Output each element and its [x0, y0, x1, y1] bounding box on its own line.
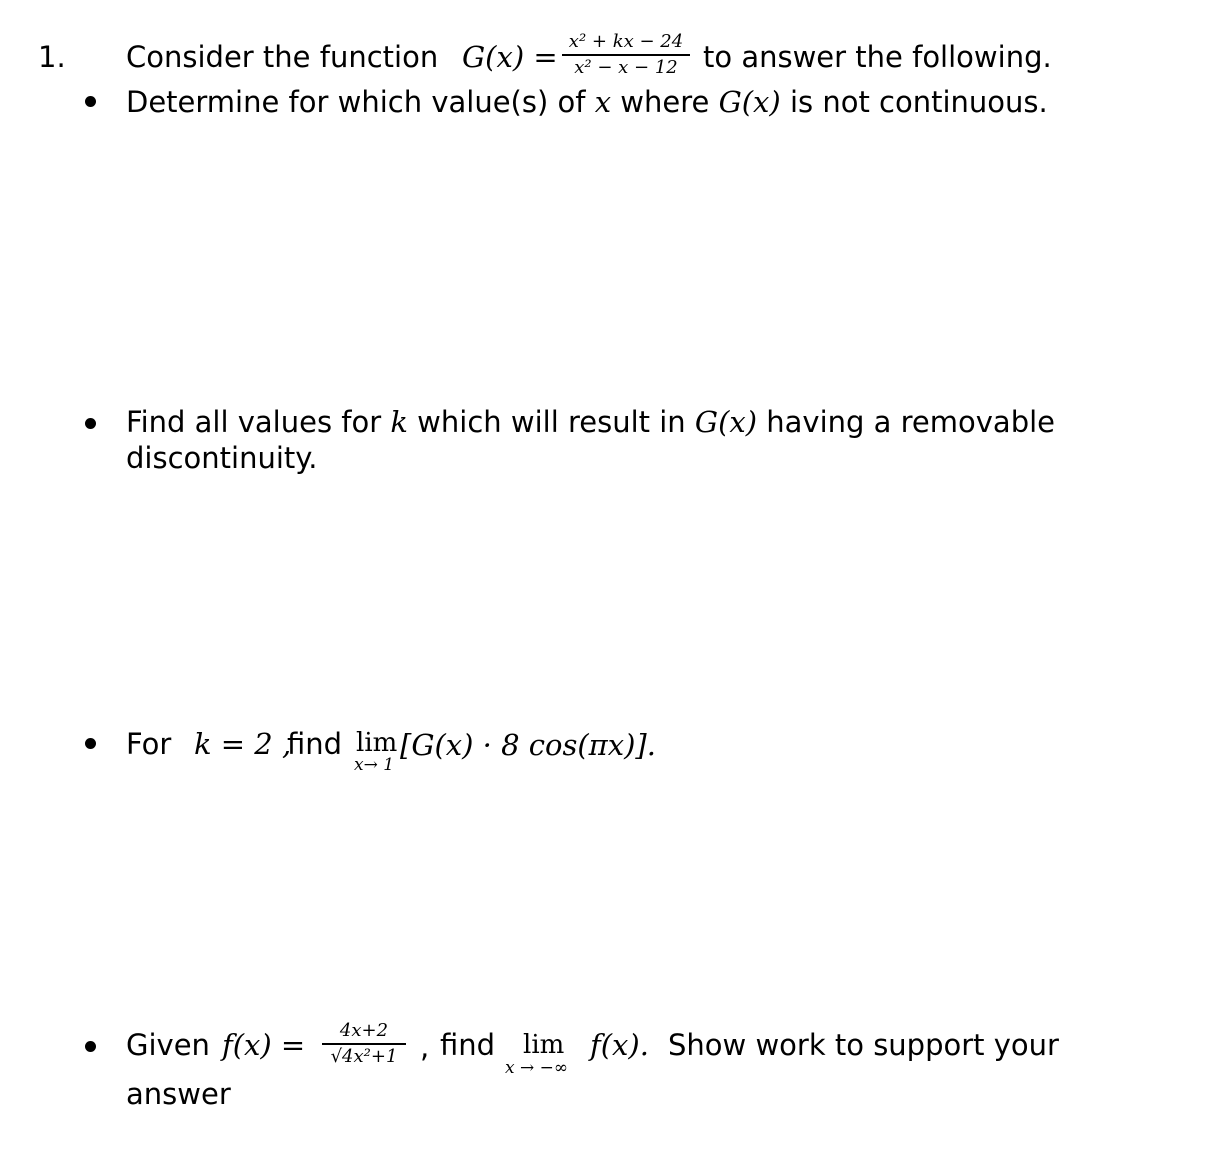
- bullet-4: [85, 1041, 96, 1052]
- part-1-text: Determine for which value(s) of x where G(x) is not continuous.: [126, 85, 1048, 119]
- bullet-3: [85, 738, 96, 749]
- f-numerator: 4x+2: [339, 1020, 389, 1041]
- lim-operator-2: lim: [523, 1030, 565, 1060]
- question-number: 1.: [38, 40, 66, 74]
- g-denominator: x² − x − 12: [574, 56, 678, 78]
- part-3-find: find: [287, 727, 343, 761]
- lim-subscript-2: x → −∞: [505, 1058, 569, 1078]
- lim-subscript: x→ 1: [354, 755, 395, 775]
- fraction-bar: [562, 54, 690, 56]
- g-function-label: G(x) =: [462, 40, 558, 74]
- var-k: k: [390, 405, 408, 439]
- g-function: G(x): [694, 405, 758, 439]
- var-x: x: [594, 85, 612, 119]
- part-4-given: Given: [126, 1028, 210, 1062]
- part-4-comma: ,: [420, 1030, 430, 1064]
- part-4-text-after: Show work to support your: [668, 1028, 1059, 1062]
- g-numerator: x² + kx − 24: [568, 31, 684, 52]
- g-fraction: [562, 31, 690, 79]
- f-fraction: [322, 1020, 406, 1068]
- part-4-line-2: answer: [126, 1077, 231, 1111]
- part-2-line-1: Find all values for k which will result in G(x) having a removable: [126, 405, 1056, 439]
- f-function-label: f(x) =: [222, 1028, 306, 1062]
- part-4-find: find: [440, 1028, 496, 1062]
- part-2-line-2: discontinuity.: [126, 441, 318, 475]
- lim-operator: lim: [356, 728, 398, 758]
- limit-expression: [G(x) · 8 cos(πx)].: [400, 728, 656, 762]
- intro-text-end: to answer the following.: [703, 40, 1052, 74]
- g-function: G(x): [718, 85, 781, 119]
- f-of-x: f(x).: [590, 1028, 649, 1062]
- intro-text: Consider the function: [126, 40, 439, 74]
- bullet-2: [85, 418, 96, 429]
- bullet-1: [85, 96, 96, 107]
- part-3-text-before: For: [126, 727, 172, 761]
- fraction-bar: [322, 1043, 406, 1045]
- k-condition: k = 2 ,: [194, 727, 292, 761]
- f-denominator: √4x²+1: [330, 1045, 398, 1067]
